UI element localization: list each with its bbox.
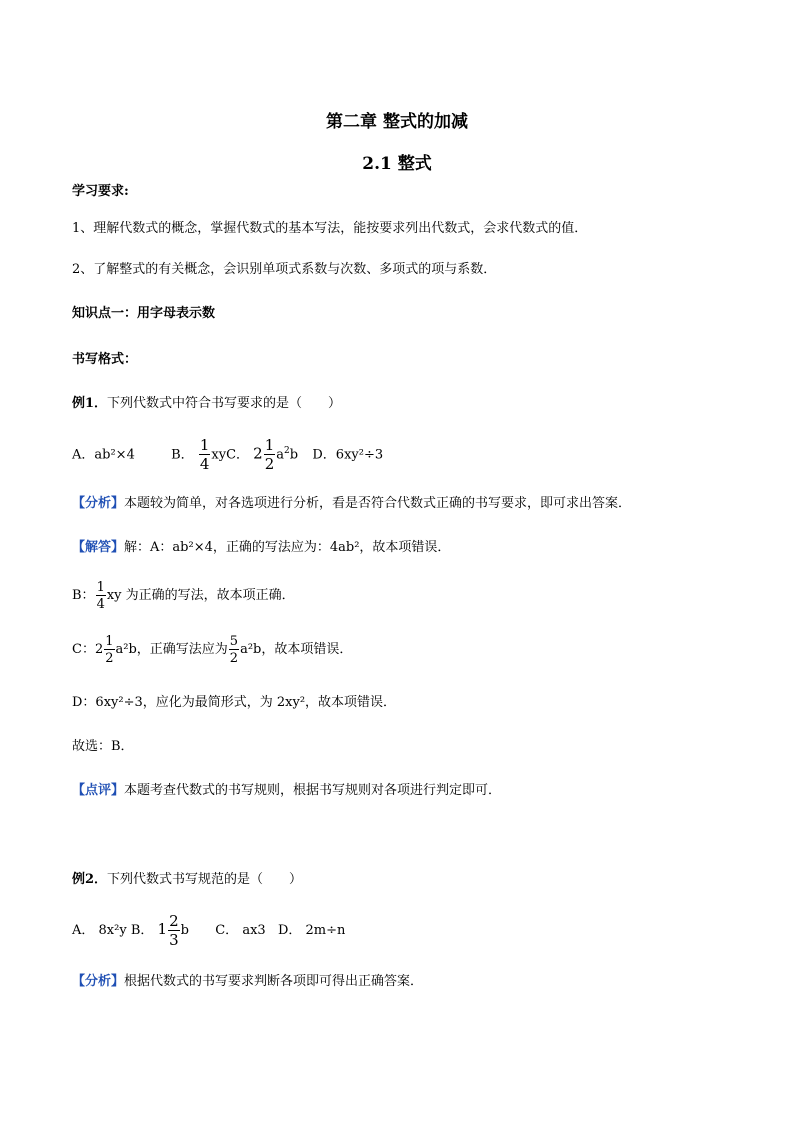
example-1-choice: 故选：B．: [72, 739, 134, 754]
example-1-solution-b: [72, 578, 295, 614]
option-b-label: B．: [171, 447, 194, 463]
option-d-label: D．: [312, 447, 336, 463]
question-text: 下列代数式书写规范的是（ ）: [107, 872, 303, 887]
mixed-whole: 1: [157, 920, 168, 938]
variable: b: [180, 923, 189, 938]
example-label: 例1．: [72, 396, 108, 411]
solution-b-text: xy 为正确的写法，故本项正确．: [106, 588, 295, 603]
option-a-label: A．: [72, 447, 95, 463]
example-2-question: [72, 871, 302, 889]
example-1-solution-c: [72, 632, 352, 668]
example-1-comment: [72, 782, 501, 800]
fraction: $\frac{5}{2}$: [229, 633, 239, 666]
fraction: $\frac{1}{4}$: [199, 435, 210, 473]
format-heading: 书写格式：: [72, 352, 138, 367]
example-1-solution-d: D：6xy²÷3，应化为最简形式，为 2xy²，故本项错误．: [72, 695, 397, 710]
example-1-options: [72, 432, 383, 474]
section-title: 2.1 整式: [362, 154, 432, 174]
example-1-solution-a: [72, 539, 450, 557]
variable: a: [276, 447, 285, 463]
option-b-rest: xy: [211, 447, 227, 463]
example-label: 例2．: [72, 872, 108, 887]
question-text: 下列代数式中符合书写要求的是（ ）: [107, 396, 342, 411]
analysis-tag: 【分析】: [72, 496, 125, 511]
solution-a-text: 解：A：ab²×4，正确的写法应为：4ab²，故本项错误．: [124, 540, 451, 555]
option-c-label: C．: [226, 447, 250, 463]
fraction: $\frac{2}{3}$: [169, 911, 179, 949]
requirement-item-2: 2、了解整式的有关概念，会识别单项式系数与次数、多项式的项与系数．: [72, 262, 497, 277]
knowledge-point-heading: 知识点一：用字母表示数: [72, 306, 216, 321]
solution-c-prefix: C：2: [72, 642, 104, 657]
exponent: 2: [284, 446, 290, 456]
analysis-text: 本题较为简单，对各选项进行分析，看是否符合代数式正确的书写要求，即可求出答案．: [124, 496, 632, 511]
option-a-value: ab²×4: [94, 447, 135, 463]
fraction: $\frac{1}{4}$: [96, 579, 105, 612]
option-a: A． 8x²y: [72, 923, 127, 938]
solution-c-mid: a²b，正确写法应为: [115, 642, 228, 657]
example-2-options: [72, 910, 345, 950]
analysis-tag: 【分析】: [72, 974, 125, 989]
solution-b-prefix: B：: [72, 588, 95, 603]
example-1-question: [72, 395, 341, 413]
solution-tag: 【解答】: [72, 540, 125, 555]
mixed-whole: 2: [253, 444, 263, 463]
comment-tag: 【点评】: [72, 783, 125, 798]
solution-c-text: a²b，故本项错误．: [240, 642, 353, 657]
example-1-analysis: [72, 495, 631, 513]
analysis-text: 根据代数式的书写要求判断各项即可得出正确答案．: [124, 974, 424, 989]
requirements-heading: 学习要求:: [72, 184, 129, 199]
option-c: C． ax3: [215, 923, 266, 938]
chapter-title: 第二章 整式的加减: [326, 112, 468, 132]
variable: b: [289, 447, 299, 463]
requirement-item-1: 1、理解代数式的概念，掌握代数式的基本写法，能按要求列出代数式，会求代数式的值．: [72, 221, 588, 236]
option-b-label: B．: [130, 923, 154, 938]
fraction: $\frac{1}{2}$: [264, 435, 275, 473]
fraction: $\frac{1}{2}$: [105, 633, 114, 666]
comment-text: 本题考查代数式的书写规则，根据书写规则对各项进行判定即可．: [124, 783, 502, 798]
example-2-analysis: [72, 973, 423, 991]
option-d-value: 6xy²÷3: [335, 447, 384, 463]
option-d: D． 2m÷n: [277, 923, 346, 938]
